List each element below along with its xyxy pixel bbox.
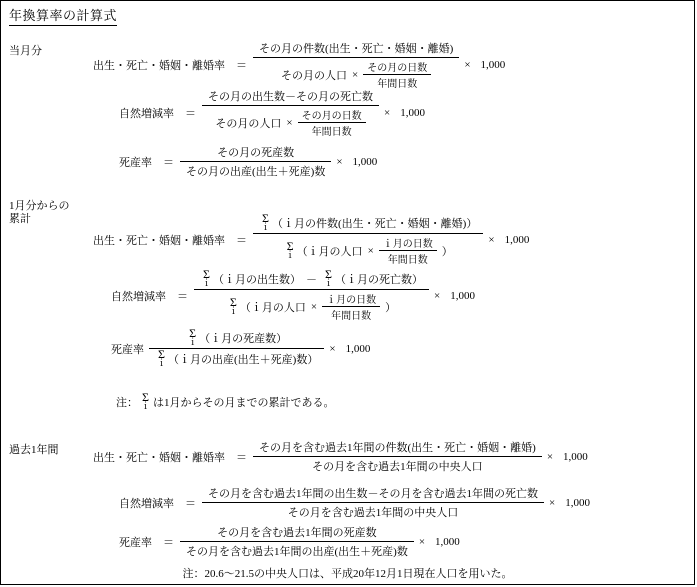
denominator-inner-fraction — [363, 59, 431, 90]
sigma-symbol: Σ — [189, 326, 197, 340]
fraction — [180, 143, 331, 180]
multiplier-value: 1,000 — [450, 290, 475, 302]
numerator: その月を含む過去1年間の件数(出生・死亡・婚姻・離婚) — [259, 442, 536, 454]
inner-denominator: 年間日数 — [311, 127, 352, 138]
numerator-text: （ｉ月の死産数） — [199, 333, 288, 345]
sigma-index: ｉ — [324, 278, 334, 288]
formula-pastyear-birth-death-marriage-divorce-rate — [93, 438, 588, 475]
multiplier-value: 1,000 — [400, 107, 425, 119]
numerator: その月の出生数－その月の死亡数 — [208, 91, 373, 103]
formula-label: 出生・死亡・婚姻・離婚率 — [93, 235, 225, 247]
multiply-sign: × — [367, 244, 374, 257]
denominator-text: （ｉ月の出産(出生＋死産)数） — [168, 354, 319, 366]
equals-sign: ＝ — [185, 108, 196, 120]
numerator-term-a: （ｉ月の出生数） — [213, 274, 302, 286]
inner-numerator: その月の日数 — [367, 63, 428, 74]
section-label-cumulative-from-january — [9, 200, 70, 226]
formula-label: 死産率 — [119, 536, 152, 549]
multiply-sign-outer: × — [488, 234, 495, 246]
formula-label: 出生・死亡・婚姻・離婚率 — [93, 60, 225, 72]
sigma-icon — [284, 238, 297, 260]
sigma-icon — [227, 294, 240, 316]
sigma-symbol: Σ — [203, 267, 210, 281]
numerator: その月の死産数 — [217, 147, 295, 159]
formula-label: 自然増減率 — [119, 497, 174, 510]
sigma-index: ｉ — [285, 249, 295, 260]
denominator: その月を含む過去1年間の中央人口 — [287, 507, 459, 519]
sigma-index: ｉ — [261, 222, 271, 232]
sigma-index: ｉ — [228, 305, 238, 316]
sigma-index: ｉ — [157, 358, 167, 368]
formula-current-birth-death-marriage-divorce-rate — [93, 39, 505, 91]
formula-current-stillbirth-rate — [119, 143, 377, 180]
formula-label: 自然増減率 — [119, 108, 174, 120]
fraction — [202, 484, 544, 521]
fraction — [253, 39, 459, 91]
equals-sign: ＝ — [236, 60, 247, 72]
denominator-inner-fraction — [322, 291, 380, 322]
denominator: その月の出産(出生＋死産)数 — [186, 166, 326, 178]
fraction — [202, 87, 379, 139]
multiply-sign: × — [352, 68, 359, 81]
numerator — [253, 213, 483, 233]
fraction — [149, 328, 324, 369]
denominator: その月を含む過去1年間の中央人口 — [312, 461, 483, 473]
equals-sign: ＝ — [163, 156, 174, 169]
formula-pastyear-stillbirth-rate — [119, 523, 460, 560]
denominator — [278, 234, 459, 267]
equals-sign: ＝ — [236, 235, 247, 247]
fraction — [180, 523, 414, 560]
sigma-symbol: Σ — [142, 390, 149, 404]
denominator-left: その月の人口 — [281, 69, 348, 82]
multiply-sign-outer: × — [464, 59, 471, 71]
denominator-left: （ｉ月の人口 — [239, 301, 306, 314]
equals-sign: ＝ — [185, 497, 196, 510]
multiplier-value: 1,000 — [345, 342, 371, 355]
denominator — [221, 290, 402, 323]
sigma-icon — [186, 326, 199, 347]
multiplier-value: 1,000 — [565, 496, 590, 509]
formula-pastyear-natural-change-rate — [119, 484, 590, 521]
sigma-icon — [259, 211, 272, 232]
numerator: その月を含む過去1年間の死産数 — [217, 527, 377, 539]
inner-denominator: 年間日数 — [377, 79, 418, 90]
formula-cumulative-birth-death-marriage-divorce-rate — [93, 213, 529, 267]
sigma-symbol: Σ — [229, 294, 237, 309]
formula-cumulative-natural-change-rate — [111, 269, 475, 323]
page-footnote: 注：20.6～21.5の中央人口は、平成20年12月1日現在人口を用いた。 — [182, 568, 513, 580]
sigma-icon — [155, 347, 168, 368]
formula-current-natural-change-rate — [119, 87, 425, 139]
denominator: その月を含む過去1年間の出産(出生＋死産)数 — [186, 546, 408, 558]
sigma-icon — [200, 267, 213, 288]
multiplier-value: 1,000 — [352, 155, 378, 168]
denominator-left: その月の人口 — [215, 117, 282, 130]
note-text: は1月からその月までの累計である。 — [153, 397, 335, 409]
page-title: 年換算率の計算式 — [9, 5, 117, 26]
multiply-sign-outer: × — [418, 535, 426, 548]
multiply-sign-outer: × — [549, 496, 556, 509]
numerator-text: （ｉ月の件数(出生・死亡・婚姻・離婚)） — [272, 218, 478, 230]
inner-denominator: 年間日数 — [387, 255, 428, 266]
numerator — [194, 269, 429, 289]
multiply-sign-outer: × — [546, 450, 554, 463]
denominator-left: （ｉ月の人口 — [296, 245, 363, 258]
inner-numerator: ｉ月の日数 — [326, 295, 377, 306]
sigma-icon — [322, 267, 335, 288]
section-label-current-month: 当月分 — [9, 45, 42, 57]
denominator — [149, 349, 324, 369]
sigma-symbol: Σ — [325, 267, 333, 281]
sigma-icon — [138, 390, 153, 411]
inner-numerator: ｉ月の日数 — [382, 239, 433, 250]
formula-label: 自然増減率 — [111, 291, 166, 303]
fraction — [194, 269, 429, 323]
denominator-inner-fraction — [298, 107, 366, 138]
fraction — [253, 438, 542, 475]
multiply-sign-outer: × — [434, 290, 441, 302]
sigma-index: ｉ — [188, 337, 198, 347]
numerator-term-b: （ｉ月の死亡数） — [335, 274, 424, 286]
section-label-line1: 1月分からの — [9, 200, 70, 212]
sigma-index: ｉ — [202, 278, 212, 288]
formula-cumulative-stillbirth-rate — [111, 328, 370, 369]
multiply-sign-outer: × — [329, 342, 336, 355]
section-label-line2: 累計 — [9, 213, 31, 225]
inner-numerator: その月の日数 — [301, 111, 362, 122]
sigma-index: ｉ — [141, 401, 151, 411]
multiply-sign-outer: × — [384, 107, 391, 119]
formula-label: 出生・死亡・婚姻・離婚率 — [93, 451, 225, 464]
denominator-close-paren: ） — [441, 245, 453, 258]
section-label-past-year: 過去1年間 — [9, 444, 59, 456]
formula-label: 死産率 — [111, 343, 144, 356]
multiplier-value: 1,000 — [504, 234, 530, 246]
fraction — [253, 213, 483, 267]
numerator — [180, 328, 293, 348]
multiply-sign: × — [286, 116, 293, 129]
multiplier-value: 1,000 — [480, 59, 506, 71]
equals-sign: ＝ — [177, 291, 188, 303]
note-prefix: 注： — [116, 397, 138, 409]
multiplier-value: 1,000 — [435, 535, 460, 548]
denominator-close-paren: ） — [385, 301, 397, 314]
denominator-inner-fraction — [379, 235, 437, 266]
numerator: その月を含む過去1年間の出生数－その月を含む過去1年間の死亡数 — [208, 488, 538, 500]
minus-sign: － — [306, 274, 318, 286]
sigma-symbol: Σ — [286, 238, 294, 253]
multiply-sign-outer: × — [336, 155, 343, 168]
denominator — [209, 106, 371, 139]
formula-label: 死産率 — [119, 156, 152, 169]
sigma-symbol: Σ — [262, 211, 269, 225]
multiply-sign: × — [310, 300, 318, 313]
equals-sign: ＝ — [236, 451, 247, 464]
multiplier-value: 1,000 — [563, 450, 588, 463]
inner-denominator: 年間日数 — [331, 311, 372, 322]
cumulative-note — [116, 390, 335, 411]
numerator: その月の件数(出生・死亡・婚姻・離婚) — [259, 43, 454, 55]
equals-sign: ＝ — [163, 536, 174, 549]
sigma-symbol: Σ — [158, 347, 165, 361]
